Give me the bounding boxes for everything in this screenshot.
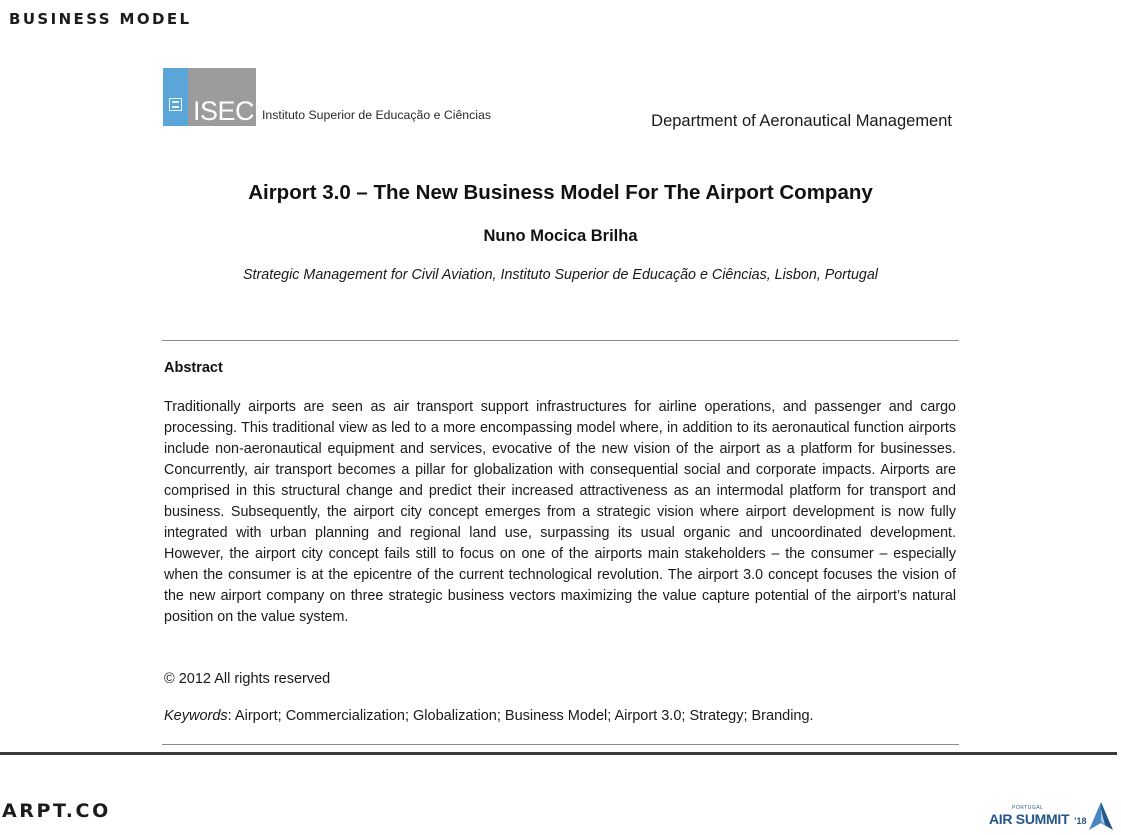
paper-plane-icon (1088, 801, 1114, 831)
keywords-line (164, 708, 814, 724)
isec-logo (163, 68, 256, 126)
institution-name: Instituto Superior de Educação e Ciências (262, 108, 491, 122)
crest-icon (163, 68, 188, 126)
paper-affiliation: Strategic Management for Civil Aviation, Instituto Superior de Educação e Ciências, Lisbon, Portugal (243, 267, 878, 283)
divider-bottom (162, 744, 959, 745)
department-name: Department of Aeronautical Management (651, 112, 952, 130)
copyright-notice: © 2012 All rights reserved (164, 671, 331, 687)
summit-name: AIR SUMMIT (989, 811, 1070, 827)
logo-acronym: ISEC (193, 96, 255, 126)
divider-top (162, 340, 959, 341)
summit-year: ’18 (1074, 816, 1087, 826)
summit-country: PORTUGAL (1012, 805, 1044, 811)
air-summit-logo (986, 800, 1116, 832)
keywords-list: : Airport; Commercialization; Globalization; Business Model; Airport 3.0; Strategy; Branding. (227, 708, 814, 724)
paper-title: Airport 3.0 – The New Business Model For The Airport Company (248, 181, 873, 204)
slide-section-label: BUSINESS MODEL (9, 10, 192, 28)
paper-author: Nuno Mocica Brilha (483, 227, 638, 245)
abstract-heading: Abstract (164, 360, 223, 376)
abstract-body: Traditionally airports are seen as air transport support infrastructures for airline operations, and passenger and cargo processing. This traditional view as led to a more encompassing model where, in addition to its aeronautical function airports include non-aeronautical equipment and services, evocative of the new vision of the airport as a platform for businesses. Concurrently, air transport becomes a pillar for globalization with consequential social and corporate impacts. Airports are comprised in this structural change and predict their increased attractiveness as an intermodal platform for transport and business. Subsequently, the airport city concept emerges from a strategic vision where airport development is now fully integrated with urban planning and regional land use, surpassing its usual organic and uncoordinated development. However, the airport city concept fails still to focus on one of the airports main stakeholders – the consumer – especially when the consumer is at the epicentre of the current technological revolution. The airport 3.0 concept focuses the vision of the new airport company on three strategic business vectors maximizing the value capture potential of the airport’s natural position on the value system. (164, 399, 956, 625)
footer-divider (0, 752, 1117, 755)
site-label: ARPT.CO (2, 800, 111, 822)
keywords-label: Keywords (164, 708, 228, 724)
